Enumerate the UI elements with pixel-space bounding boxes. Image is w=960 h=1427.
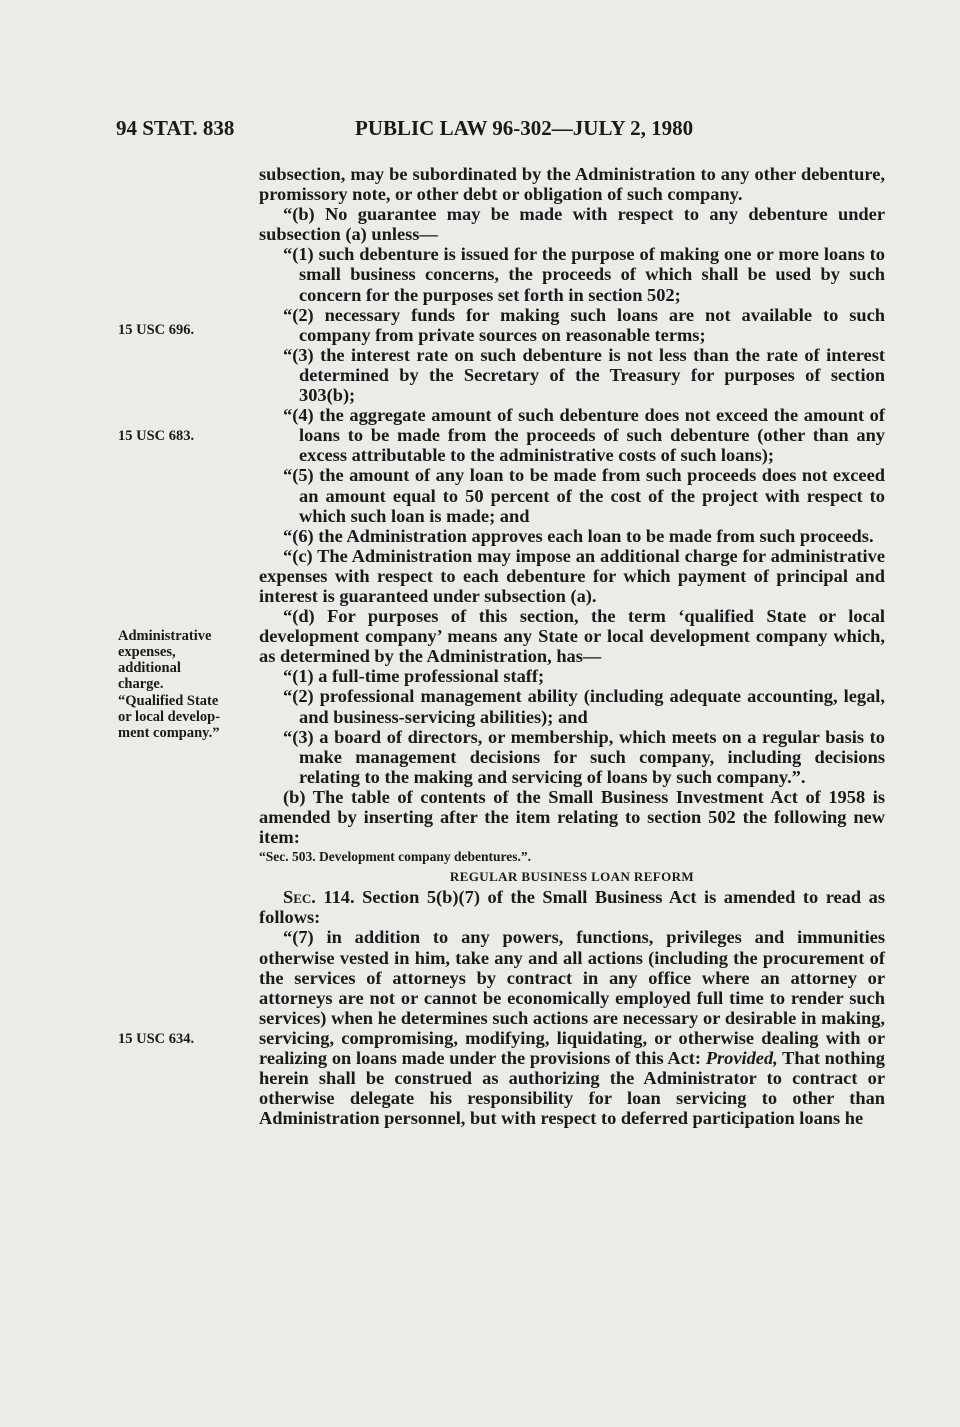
- paragraph: “(c) The Administration may impose an additional charge for administrative expenses with respect to each debenture for which payment of principal and interest is guaranteed under subsection (a).: [259, 545, 885, 606]
- paragraph: “(5) the amount of any loan to be made from such proceeds does not exceed an amount equal to 50 percent of the cost of the project with respect to which such loan is made; and: [283, 465, 885, 526]
- paragraph: “(b) No guarantee may be made with respect to any debenture under subsection (a) unless—: [259, 204, 885, 245]
- paragraph: “(4) the aggregate amount of such debenture does not exceed the amount of loans to be made from the proceeds of such debenture (other than any excess attributable to the administrative costs of such loans);: [283, 405, 885, 466]
- margin-note-qualified: “Qualified State or local develop- ment company.”: [118, 693, 221, 741]
- margin-note-usc683: 15 USC 683.: [118, 428, 195, 444]
- paragraph: “(1) such debenture is issued for the purpose of making one or more loans to small business concerns, the proceeds of which shall be used by such concern for the purposes set forth in section 502;: [283, 244, 885, 305]
- paragraph: (b) The table of contents of the Small Business Investment Act of 1958 is amended by inserting after the item relating to section 502 the following new item:: [259, 786, 885, 848]
- paragraph-text: That nothing herein shall be construed as authorizing the Administrator to contract or otherwise delegate his responsibility for loan servicing to other than Administration personnel, but with respect to deferred participation loans he: [259, 1048, 885, 1129]
- provided-text: Provided,: [705, 1048, 778, 1069]
- paragraph-text: “(7) in addition to any powers, functions, privileges and immunities otherwise vested in him, take any and all actions (including the procurement of the services of attorneys by contract in any office where an attorney or attorneys are not or cannot be economically employed full time to render such services) when he determines such actions are necessary or desirable in making, servicing, compromising, modifying, liquidating, or otherwise dealing with or realizing on loans made under the provisions of this Act:: [259, 927, 885, 1069]
- section-number: Sec. 114.: [283, 887, 355, 908]
- paragraph: “(3) the interest rate on such debenture is not less than the rate of interest determined by the Secretary of the Treasury for purposes of section 303(b);: [283, 344, 885, 406]
- paragraph: “(3) a board of directors, or membership, which meets on a regular basis to make management decisions for such company, including decisions relating to the making and servicing of loans by such company.”.: [283, 726, 885, 787]
- statute-page-number: 94 STAT. 838: [116, 116, 235, 140]
- section-heading: REGULAR BUSINESS LOAN REFORM: [449, 869, 695, 885]
- paragraph-text: Section 5(b)(7) of the Small Business Act is amended to read as follows:: [259, 887, 885, 928]
- paragraph: [259, 927, 885, 1128]
- new-item-text: “Sec. 503. Development company debentures.”.: [259, 849, 531, 865]
- paragraph: “(2) professional management ability (including adequate accounting, legal, and business-servicing abilities); and: [283, 686, 885, 727]
- paragraph: “(d) For purposes of this section, the term ‘qualified State or local development company’ means any State or local development company which, as determined by the Administration, has—: [259, 606, 885, 667]
- paragraph: subsection, may be subordinated by the Administration to any other debenture, promissory note, or other debt or obligation of such company.: [259, 164, 885, 205]
- margin-note-admin-expenses: Administrative expenses, additional charge.: [118, 628, 212, 692]
- margin-note-usc696: 15 USC 696.: [118, 322, 195, 338]
- paragraph: “(6) the Administration approves each loan to be made from such proceeds.: [283, 525, 874, 546]
- paragraph: “(2) necessary funds for making such loans are not available to such company from private sources on reasonable terms;: [283, 304, 885, 345]
- margin-note-usc634: 15 USC 634.: [118, 1031, 195, 1047]
- page-title: PUBLIC LAW 96-302—JULY 2, 1980: [355, 116, 694, 140]
- paragraph: “(1) a full-time professional staff;: [283, 666, 545, 687]
- paragraph: [259, 887, 885, 927]
- body-text: [259, 164, 885, 1128]
